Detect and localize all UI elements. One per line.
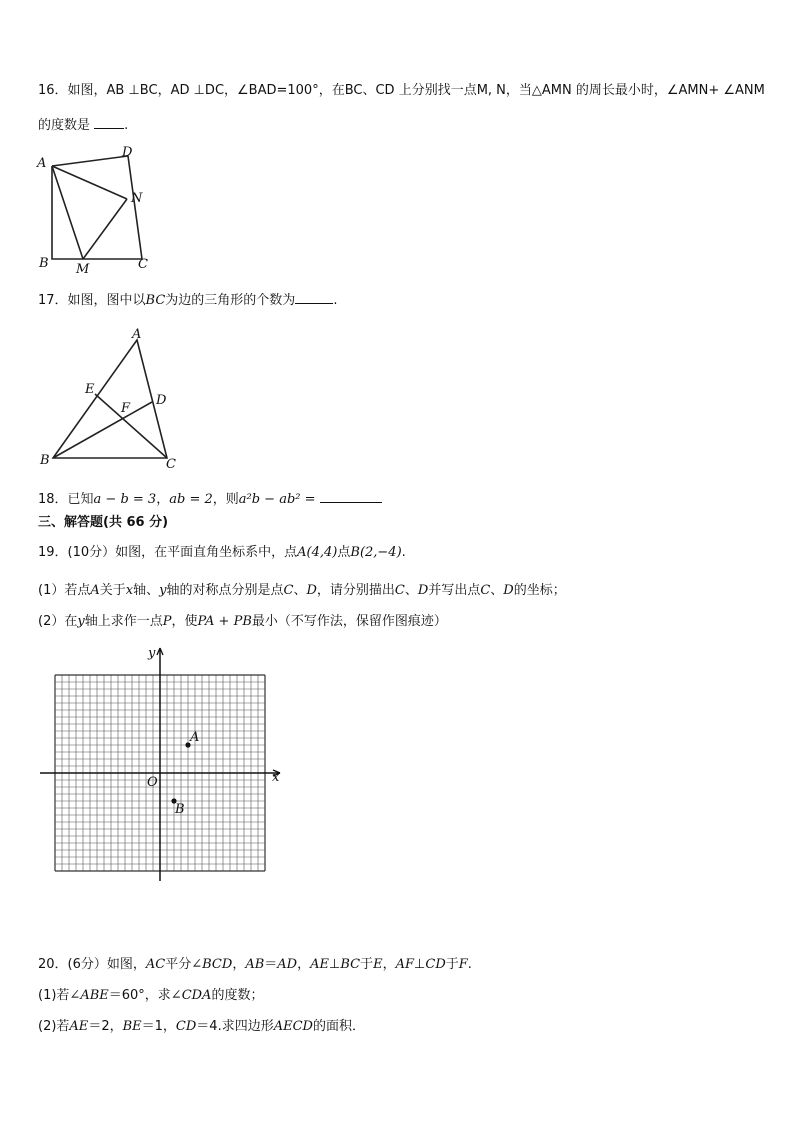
q16-label-B: B bbox=[39, 256, 49, 271]
q20-part1 bbox=[38, 987, 263, 1005]
q16-label-A: A bbox=[37, 156, 47, 171]
origin-label: O bbox=[147, 775, 158, 790]
q19-p1-text: ，请分别描出 bbox=[316, 583, 395, 598]
q20-p1-text: (1)若 bbox=[38, 988, 70, 1003]
q18-math-2: ab = 2 bbox=[169, 492, 213, 507]
point-a-label: A bbox=[190, 730, 200, 745]
q19-p1-text: 轴的对称点分别是点 bbox=[166, 583, 284, 598]
q16-line2 bbox=[38, 115, 128, 135]
q20-text: ＝ bbox=[264, 957, 278, 972]
q19-p1-text: 的坐标； bbox=[513, 583, 566, 598]
q20-text: ， bbox=[382, 957, 396, 972]
q19-p2-text: ，使 bbox=[171, 614, 198, 629]
q17-label-C: C bbox=[166, 457, 176, 472]
x-axis-label: x bbox=[272, 770, 280, 785]
q19-coordinate-grid bbox=[40, 645, 290, 885]
q20-text: 于 bbox=[360, 957, 374, 972]
q20-text: ⊥ bbox=[414, 957, 426, 972]
q19-p2-math: P bbox=[162, 614, 172, 629]
q20-math: AF bbox=[395, 957, 415, 972]
q19-p1-math: x bbox=[125, 583, 134, 598]
q18-math-3: a²b − ab² = bbox=[238, 492, 316, 507]
q20-text: ， bbox=[232, 957, 246, 972]
q19-p2-text: (2）在 bbox=[38, 614, 78, 629]
q16-label-N: N bbox=[131, 191, 143, 206]
q19-p2-math: y bbox=[77, 614, 85, 629]
q17-prefix: 17．如图，图中以 bbox=[38, 293, 146, 308]
q20-p1-math: ∠CDA bbox=[170, 988, 212, 1003]
q16-text-2: 的度数是 bbox=[38, 118, 91, 133]
q19-p1-text: 、 bbox=[293, 583, 307, 598]
q19-p1-math: D bbox=[306, 583, 317, 598]
q20-math: ∠BCD bbox=[191, 957, 233, 972]
q20-p1-text: 的度数； bbox=[211, 988, 264, 1003]
q20-p2-text: 的面积． bbox=[312, 1019, 365, 1034]
q20-p2-math: BE bbox=[122, 1019, 142, 1034]
q20-p1-math: ∠ABE bbox=[69, 988, 109, 1003]
q19-p1-text: 轴、 bbox=[133, 583, 160, 598]
q19-p1-math: A bbox=[90, 583, 100, 598]
q19-p2-text: 轴上求作一点 bbox=[84, 614, 163, 629]
q20-part2 bbox=[38, 1018, 365, 1036]
q19-p1-math: D bbox=[503, 583, 514, 598]
q20-text: 20．(6分）如图， bbox=[38, 957, 146, 972]
q16-text: 16．如图，AB ⊥BC，AD ⊥DC，∠BAD=100°，在BC、CD 上分别找一点M, N，当△AMN 的周长最小时，∠AMN+ ∠ANM bbox=[38, 83, 765, 98]
q16-answer-blank[interactable] bbox=[94, 115, 124, 129]
q20-math: AB bbox=[245, 957, 265, 972]
y-axis-label: y bbox=[148, 646, 156, 661]
q20-p2-text: (2)若 bbox=[38, 1019, 70, 1034]
q19-part1 bbox=[38, 582, 566, 600]
q19-p1-math: C bbox=[480, 583, 491, 598]
q19-p1-text: 、 bbox=[490, 583, 504, 598]
q20-math: F bbox=[458, 957, 468, 972]
q20-math: AC bbox=[145, 957, 166, 972]
q18-line bbox=[38, 489, 382, 509]
q17-figure bbox=[35, 322, 195, 472]
q19-p2-math: PA + PB bbox=[197, 614, 252, 629]
q19-p1-text: (1）若点 bbox=[38, 583, 91, 598]
q20-text: ， bbox=[297, 957, 311, 972]
q17-period: . bbox=[333, 293, 338, 308]
q20-p2-math: AECD bbox=[273, 1019, 313, 1034]
q19-p2-text: 最小（不写作法，保留作图痕迹） bbox=[251, 614, 447, 629]
q19-p1-math: D bbox=[417, 583, 429, 598]
q20-text: 平分 bbox=[165, 957, 192, 972]
q17-answer-blank[interactable] bbox=[295, 290, 333, 304]
q18-sep: ， bbox=[156, 492, 170, 507]
q19-p1-text: 、 bbox=[404, 583, 418, 598]
q20-p1-text: ＝60°，求 bbox=[108, 988, 171, 1003]
q19-p1-math: C bbox=[394, 583, 405, 598]
q18-mid: ，则 bbox=[212, 492, 239, 507]
q16-label-D: D bbox=[122, 145, 133, 160]
q20-math: BC bbox=[340, 957, 361, 972]
q16-line1 bbox=[38, 82, 765, 100]
q19-p1-math: y bbox=[159, 583, 167, 598]
q20-p2-text: ＝4.求四边形 bbox=[196, 1019, 274, 1034]
q20-text: 于 bbox=[445, 957, 459, 972]
q18-answer-blank[interactable] bbox=[320, 489, 382, 503]
q19-p1-math: C bbox=[283, 583, 294, 598]
q20-math: E bbox=[373, 957, 383, 972]
q17-suffix: 为边的三角形的个数为 bbox=[165, 293, 296, 308]
q20-math: CD bbox=[425, 957, 446, 972]
q16-label-M: M bbox=[76, 262, 90, 277]
q20-p2-text: ＝1， bbox=[141, 1019, 176, 1034]
q20-intro bbox=[38, 956, 472, 974]
q19-p1-text: 并写出点 bbox=[428, 583, 481, 598]
q18-prefix: 18．已知 bbox=[38, 492, 94, 507]
q17-math-bc: BC bbox=[145, 293, 166, 308]
q20-text: . bbox=[467, 957, 472, 972]
q16-label-C: C bbox=[138, 257, 148, 272]
q19-point-a: A(4,4) bbox=[297, 545, 338, 560]
q20-text: ⊥ bbox=[329, 957, 341, 972]
q20-math: AE bbox=[310, 957, 330, 972]
q20-p2-text: ＝2， bbox=[88, 1019, 123, 1034]
q19-intro bbox=[38, 544, 406, 562]
q20-math: AD bbox=[277, 957, 298, 972]
q16-figure bbox=[30, 142, 170, 277]
q17-label-F: F bbox=[121, 401, 131, 416]
q17-label-E: E bbox=[85, 382, 95, 397]
section-3-heading bbox=[38, 514, 168, 532]
q17-label-A: A bbox=[132, 327, 142, 342]
q19-p1-text: 关于 bbox=[99, 583, 126, 598]
q19-intro-end: . bbox=[401, 545, 406, 560]
q16-period: . bbox=[124, 118, 129, 133]
point-b-label: B bbox=[175, 802, 185, 817]
q18-math-1: a − b = 3 bbox=[93, 492, 157, 507]
q19-intro-a: 19．(10分）如图，在平面直角坐标系中，点 bbox=[38, 545, 298, 560]
q20-p2-math: AE bbox=[69, 1019, 89, 1034]
q17-line bbox=[38, 290, 337, 310]
q17-label-D: D bbox=[156, 393, 167, 408]
q19-point-b: B(2,−4) bbox=[350, 545, 402, 560]
section-3-title: 三、解答题(共 66 分) bbox=[38, 515, 169, 530]
q20-p2-math: CD bbox=[175, 1019, 197, 1034]
q19-intro-b: 点 bbox=[337, 545, 351, 560]
q17-label-B: B bbox=[40, 453, 50, 468]
q19-part2 bbox=[38, 613, 447, 631]
